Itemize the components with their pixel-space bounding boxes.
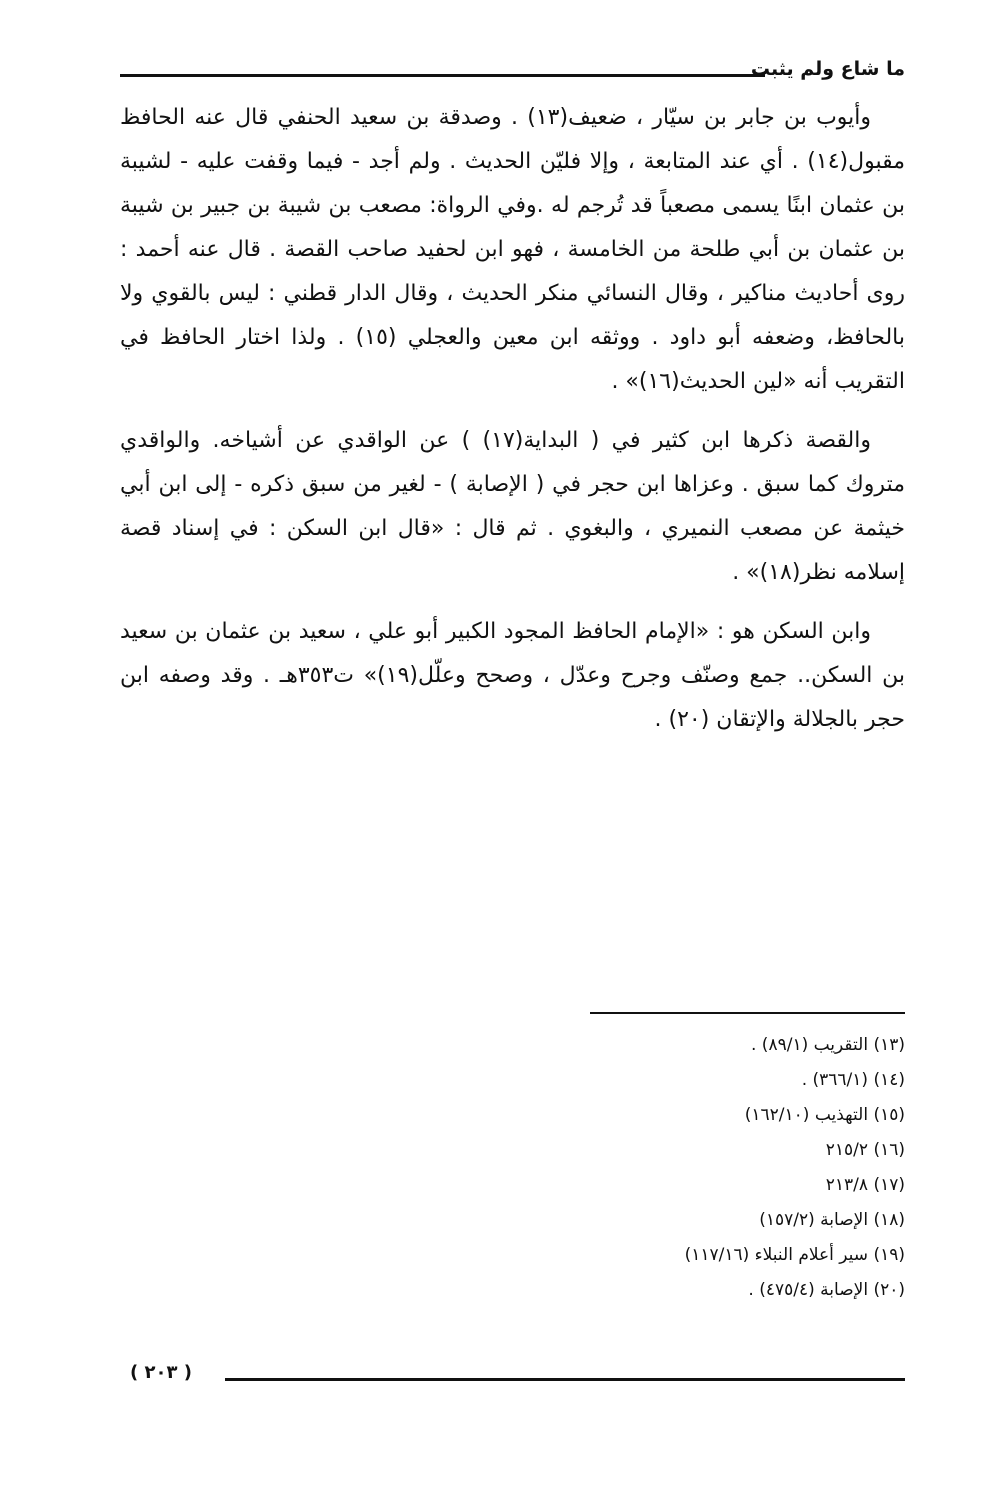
main-text — [120, 96, 905, 757]
page-footer — [120, 1362, 905, 1392]
footnote-19: (١٩) سير أعلام النبلاء (١١٧/١٦) — [684, 1245, 905, 1265]
footnote-separator — [590, 1012, 905, 1014]
footer-rule — [225, 1378, 905, 1381]
footnote-13: (١٣) التقريب (٨٩/١) . — [751, 1035, 905, 1055]
running-title: ما شاع ولم يثبت — [750, 58, 905, 80]
header-rule — [120, 74, 765, 77]
paragraph-2: والقصة ذكرها ابن كثير في ( البداية(١٧) ) عن الواقدي عن أشياخه. والواقدي متروك كما سبق . وعزاها ابن حجر في ( الإصابة ) - لغير من سبق ذكره - إلى ابن أبي خيثمة عن مصعب النميري ، والبغوي . ثم قال : «قال ابن السكن : في إسناد قصة إسلامه نظر(١٨)» . — [120, 428, 905, 585]
footnotes-list — [500, 1028, 905, 1308]
footnote-20: (٢٠) الإصابة (٤٧٥/٤) . — [748, 1280, 905, 1300]
running-header — [120, 58, 905, 88]
page-number: ( ٢٠٣ ) — [130, 1362, 192, 1383]
footnote-18: (١٨) الإصابة (١٥٧/٢) — [759, 1210, 905, 1230]
paragraph-1: وأيوب بن جابر بن سيّار ، ضعيف(١٣) . وصدقة بن سعيد الحنفي قال عنه الحافظ مقبول(١٤) . أي عند المتابعة ، وإلا فليّن الحديث . ولم أجد - فيما وقفت عليه - لشيبة بن عثمان ابنًا يسمى مصعباً قد تُرجم له .وفي الرواة: مصعب بن شيبة بن جبير بن شيبة بن عثمان بن أبي طلحة من الخامسة ، فهو ابن لحفيد صاحب القصة . قال عنه أحمد : روى أحاديث مناكير ، وقال النسائي منكر الحديث ، وقال الدار قطني : ليس بالقوي ولا بالحافظ، وضعفه أبو داود . ووثقه ابن معين والعجلي (١٥) . ولذا اختار الحافظ في التقريب أنه «لين الحديث(١٦)» . — [120, 105, 906, 394]
footnote-16: (١٦) ٢١٥/٢ — [825, 1140, 905, 1160]
footnote-15: (١٥) التهذيب (١٦٢/١٠) — [744, 1105, 905, 1125]
footnote-14: (١٤) (٣٦٦/١) . — [801, 1070, 905, 1090]
footnote-17: (١٧) ٢١٣/٨ — [825, 1175, 905, 1195]
paragraph-3: وابن السكن هو : «الإمام الحافظ المجود الكبير أبو علي ، سعيد بن عثمان بن سعيد بن السكن.. جمع وصنّف وجرح وعدّل ، وصحح وعلّل(١٩)» ت٣٥٣هـ . وقد وصفه ابن حجر بالجلالة والإتقان (٢٠) . — [120, 619, 905, 732]
